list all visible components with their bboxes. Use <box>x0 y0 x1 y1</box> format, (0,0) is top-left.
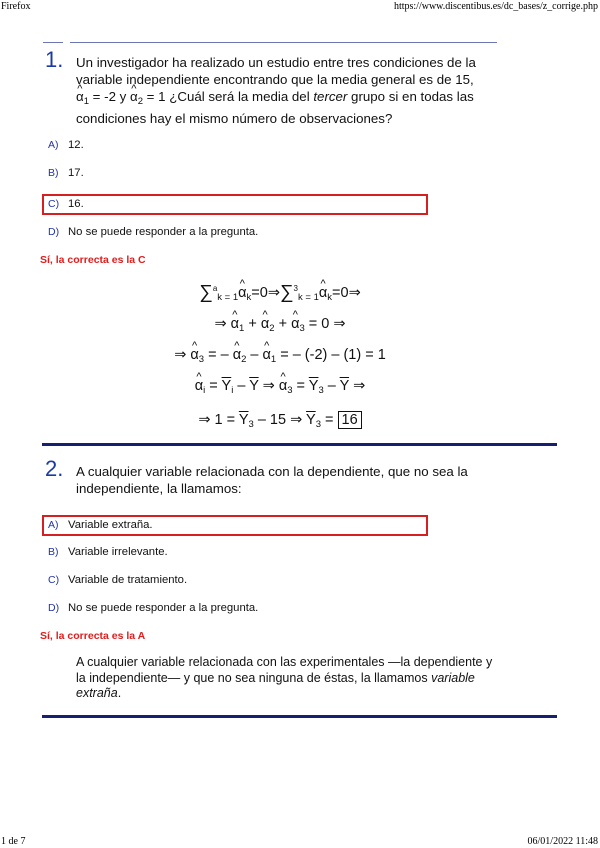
math-line-5: ⇒ $1 = \overline{Y}_3 - 15$ ⇒ $\overline{Y}_3 = 16$ <box>0 412 560 430</box>
divider-top <box>70 42 497 43</box>
divider-top-short <box>43 42 63 43</box>
q2-verdict: Sí, la correcta es la A <box>40 630 146 642</box>
question-1-text: Un investigador ha realizado un estudio entre tres condiciones de la variable independiente encontrando que la media general es de 15, ^ $\alpha_1 = -2$ y ^ $\alpha_2 = 1$ ¿Cuál será la media del tercer grupo si en todas las condiciones hay el mismo número de observaciones? <box>76 54 506 127</box>
math-line-3: ⇒ ^ $\alpha_3$ = – ^ $\alpha_2$ – ^ $\alpha_1$ = – (-2) – (1) = 1 <box>0 347 560 365</box>
browser-name: Firefox <box>1 1 31 12</box>
q1-option-c-correct[interactable]: C) 16. <box>42 194 428 215</box>
q1-option-d[interactable]: D) No se puede responder a la pregunta. <box>48 226 259 238</box>
math-line-1: ∑$^a_{k = 1}$^ $\alpha_k=0\Rightarrow\sum^3_{k = 1}\^{}$ $\alpha_k=0\Rightarrow$ <box>0 282 560 304</box>
page-counter: 1 de 7 <box>1 836 26 847</box>
print-datetime: 06/01/2022 11:48 <box>527 836 598 847</box>
question-1-number: 1. <box>45 47 64 72</box>
q1-option-b[interactable]: B) 17. <box>48 167 84 179</box>
q2-explanation: A cualquier variable relacionada con las experimentales —la dependiente y la independiente— y que no sea ninguna de éstas, la llamamos variable extraña. <box>76 655 493 700</box>
q2-option-d[interactable]: D) No se puede responder a la pregunta. <box>48 602 259 614</box>
q1-option-a[interactable]: A) 12. <box>48 139 84 151</box>
question-2-number: 2. <box>45 456 64 481</box>
q1-verdict: Sí, la correcta es la C <box>40 254 146 266</box>
page-url: https://www.discentibus.es/dc_bases/z_corrige.php <box>393 1 598 12</box>
math-line-2: ⇒ ^ $\alpha_1$ + ^ $\alpha_2$ + ^ $\alpha_3 = 0$ ⇒ <box>0 316 560 334</box>
q2-option-c[interactable]: C) Variable de tratamiento. <box>48 574 188 586</box>
q2-option-a-correct[interactable]: A) Variable extraña. <box>42 515 428 536</box>
q2-option-b[interactable]: B) Variable irrelevante. <box>48 546 168 558</box>
divider-bottom <box>42 715 557 718</box>
math-line-4: ^ $\alpha_i = \overline{Y}_i - \overline{Y}$ ⇒ ^ $\alpha_3 = \overline{Y}_3 - \overline{Y}$ ⇒ <box>0 378 560 396</box>
question-2-text: A cualquier variable relacionada con la dependiente, que no sea la independiente, la llamamos: <box>76 464 468 496</box>
divider-q1-q2 <box>42 443 557 446</box>
final-answer-box: 16 <box>338 411 362 429</box>
